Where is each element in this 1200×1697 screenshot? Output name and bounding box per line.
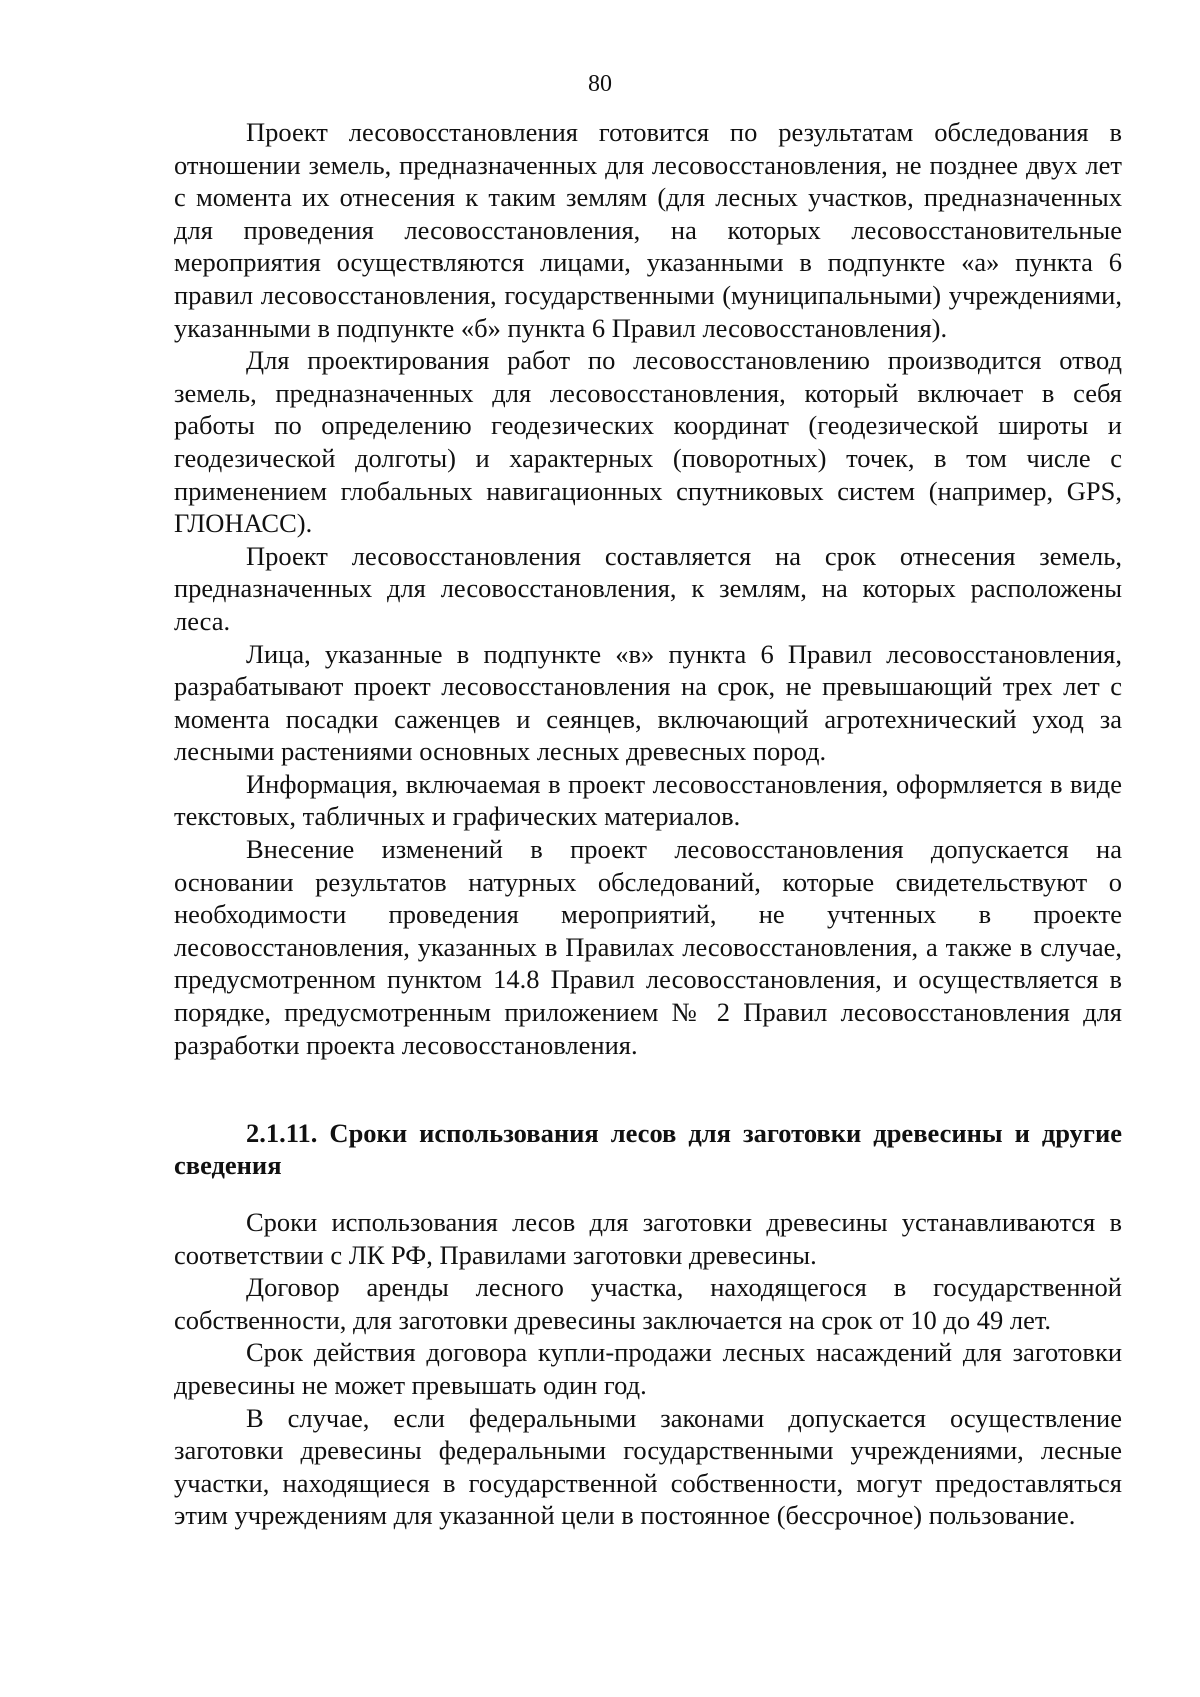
section-heading: 2.1.11. Сроки использования лесов для заготовки древесины и другие сведения [174,1118,1122,1180]
body-text-after-heading [174,1206,1122,1532]
page-number: 80 [588,71,612,97]
paragraph: В случае, если федеральными законами допускается осуществление заготовки древесины федеральными государственными учреждениями, лесные участки, находящиеся в государственной собственности, могут предоставляться этим учреждениям для указанной цели в постоянное (бессрочное) пользование. [174,1402,1122,1531]
paragraph: Срок действия договора купли-продажи лесных насаждений для заготовки древесины не может превышать один год. [174,1337,1122,1400]
body-text-before-heading [174,116,1122,1061]
paragraph: Сроки использования лесов для заготовки древесины устанавливаются в соответствии с ЛК РФ, Правилами заготовки древесины. [174,1207,1122,1270]
paragraph: Договор аренды лесного участка, находящегося в государственной собственности, для заготовки древесины заключается на срок от 10 до 49 лет. [174,1272,1122,1335]
paragraph: Проект лесовосстановления составляется на срок отнесения земель, предназначенных для лесовосстановления, к землям, на которых расположены леса. [174,540,1122,636]
paragraph: Лица, указанные в подпункте «в» пункта 6 Правил лесовосстановления, разрабатывают проект лесовосстановления на срок, не превышающий трех лет с момента посадки саженцев и сеянцев, включающий агротехнический уход за лесными растениями основных лесных древесных пород. [174,638,1122,767]
paragraph: Внесение изменений в проект лесовосстановления допускается на основании результатов натурных обследований, которые свидетельствуют о необходимости проведения мероприятий, не учтенных в проекте лесовосстановления, указанных в Правилах лесовосстановления, а также в случае, предусмотренном пунктом 14.8 Правил лесовосстановления, и осуществляется в порядке, предусмотренным приложением № 2 Правил лесовосстановления для разработки проекта лесовосстановления. [174,834,1122,1060]
paragraph: Проект лесовосстановления готовится по результатам обследования в отношении земель, предназначенных для лесовосстановления, не позднее двух лет с момента их отнесения к таким землям (для лесных участков, предназначенных для проведения лесовосстановления, на которых лесовосстановительные мероприятия осуществляются лицами, указанными в подпункте «а» пункта 6 правил лесовосстановления, государственными (муниципальными) учреждениями, указанными в подпункте «б» пункта 6 Правил лесовосстановления). [174,117,1122,343]
paragraph: Информация, включаемая в проект лесовосстановления, оформляется в виде текстовых, табличных и графических материалов. [174,768,1122,832]
paragraph: Для проектирования работ по лесовосстановлению производится отвод земель, предназначенных для лесовосстановления, который включает в себя работы по определению геодезических координат (геодезической широты и геодезической долготы) и характерных (поворотных) точек, в том числе с применением глобальных навигационных спутниковых систем (например, GPS, ГЛОНАСС). [174,345,1122,539]
